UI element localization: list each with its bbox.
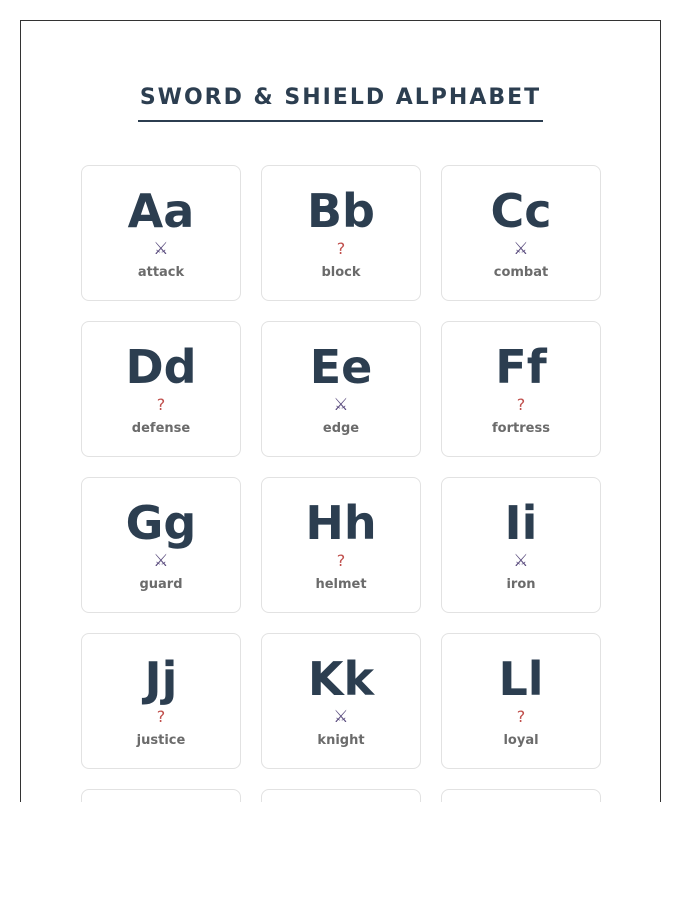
page-title: SWORD & SHIELD ALPHABET xyxy=(138,85,543,122)
letter-card-partial xyxy=(81,789,241,802)
letter-pair: Ee xyxy=(309,340,373,394)
crossed-swords-icon: ⚔ xyxy=(513,239,529,259)
letter-pair: Kk xyxy=(307,652,375,706)
card-word: defense xyxy=(131,421,191,436)
letter-pair: Ii xyxy=(504,496,538,550)
letter-card xyxy=(81,321,241,457)
card-word: loyal xyxy=(503,733,539,748)
letter-card xyxy=(81,477,241,613)
crossed-swords-icon: ⚔ xyxy=(153,239,169,259)
letter-pair: Jj xyxy=(144,652,178,706)
letter-card xyxy=(81,633,241,769)
card-word: helmet xyxy=(315,577,367,592)
letter-pair: Dd xyxy=(125,340,197,394)
letter-card xyxy=(441,633,601,769)
letter-card-partial xyxy=(261,789,421,802)
letter-pair: Gg xyxy=(125,496,197,550)
letter-card xyxy=(261,477,421,613)
letter-pair: Bb xyxy=(307,184,375,238)
crossed-swords-icon: ⚔ xyxy=(153,551,169,571)
crossed-swords-icon: ⚔ xyxy=(513,551,529,571)
title-wrap xyxy=(21,85,660,122)
letter-card xyxy=(441,477,601,613)
missing-glyph-icon: ? xyxy=(336,239,346,258)
letter-card xyxy=(261,321,421,457)
card-word: justice xyxy=(136,733,186,748)
missing-glyph-icon: ? xyxy=(156,707,166,726)
crossed-swords-icon: ⚔ xyxy=(333,395,349,415)
alphabet-grid xyxy=(81,165,601,802)
letter-card xyxy=(261,165,421,301)
missing-glyph-icon: ? xyxy=(516,395,526,414)
letter-pair: Ll xyxy=(498,652,544,706)
card-word: knight xyxy=(317,733,365,748)
letter-pair: Aa xyxy=(127,184,195,238)
missing-glyph-icon: ? xyxy=(336,551,346,570)
letter-card xyxy=(81,165,241,301)
missing-glyph-icon: ? xyxy=(156,395,166,414)
letter-pair: Cc xyxy=(490,184,552,238)
letter-pair: Ff xyxy=(495,340,547,394)
card-word: combat xyxy=(493,265,549,280)
card-word: iron xyxy=(506,577,536,592)
letter-card-partial xyxy=(441,789,601,802)
card-word: attack xyxy=(137,265,185,280)
letter-card xyxy=(261,633,421,769)
card-word: edge xyxy=(322,421,360,436)
letter-card xyxy=(441,321,601,457)
card-word: block xyxy=(321,265,361,280)
letter-card xyxy=(441,165,601,301)
alphabet-sheet xyxy=(20,20,661,802)
missing-glyph-icon: ? xyxy=(516,707,526,726)
card-word: fortress xyxy=(492,421,550,436)
crossed-swords-icon: ⚔ xyxy=(333,707,349,727)
letter-pair: Hh xyxy=(305,496,377,550)
card-word: guard xyxy=(139,577,183,592)
